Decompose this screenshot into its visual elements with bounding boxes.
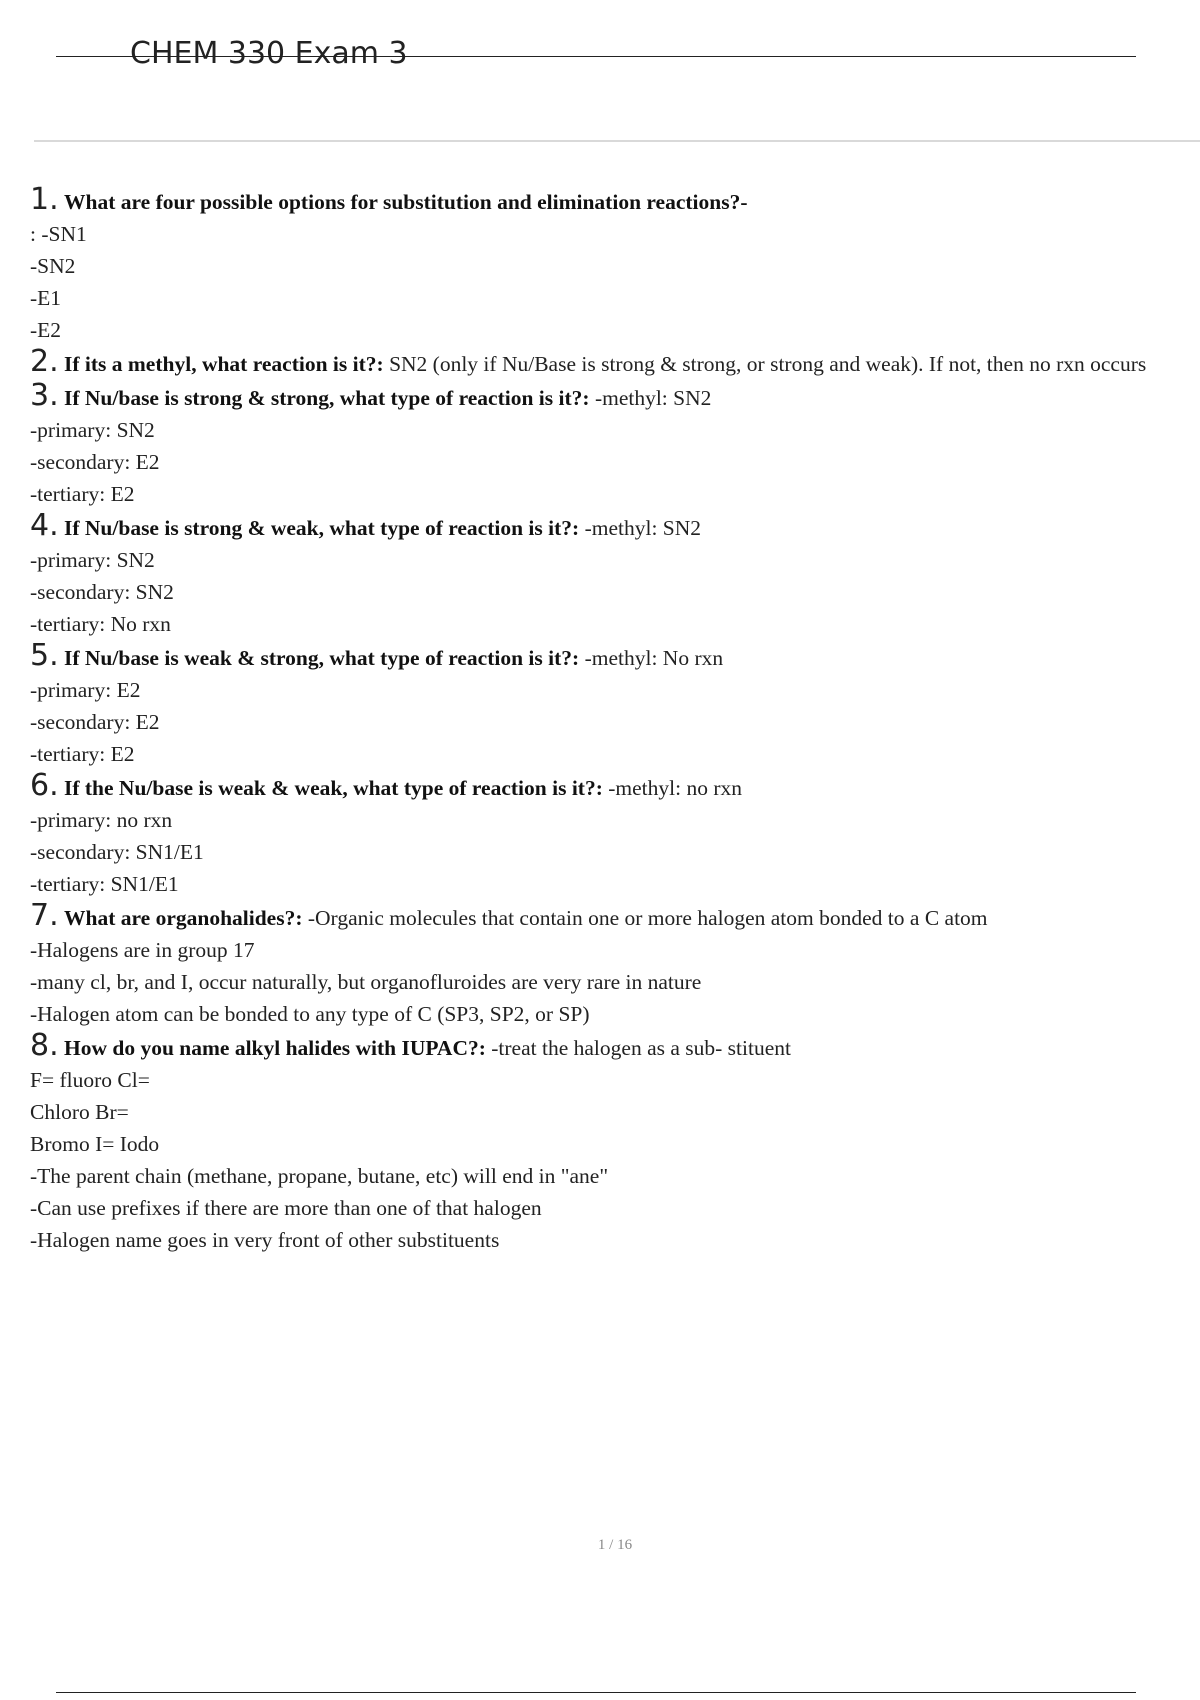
answer-inline: -methyl: No rxn xyxy=(579,646,724,670)
answer-inline: -Organic molecules that contain one or more halogen atom bonded to a C atom xyxy=(302,906,988,930)
answer-line: -E2 xyxy=(30,318,62,342)
question-line xyxy=(30,380,1180,414)
answer-inline: -treat the halogen as a sub- stituent xyxy=(485,1036,791,1060)
question-item xyxy=(30,640,1180,770)
question-line xyxy=(30,1030,1180,1064)
answer-line: -tertiary: E2 xyxy=(30,482,135,506)
question-item xyxy=(30,346,1180,380)
question-item xyxy=(30,1030,1180,1256)
document-title: CHEM 330 Exam 3 xyxy=(130,36,408,71)
question-number: 8. xyxy=(30,1028,59,1063)
answer-line: -secondary: E2 xyxy=(30,710,160,734)
question-line xyxy=(30,770,1180,804)
answer-line: -Halogen atom can be bonded to any type of C (SP3, SP2, or SP) xyxy=(30,1002,590,1026)
answer-line: -primary: SN2 xyxy=(30,548,155,572)
question-text: If Nu/base is strong & strong, what type of reaction is it?: xyxy=(64,386,590,410)
question-line xyxy=(30,346,1180,380)
question-number: 5. xyxy=(30,638,59,673)
question-number: 4. xyxy=(30,508,59,543)
answer-line: -E1 xyxy=(30,286,62,310)
answer-line: -secondary: SN1/E1 xyxy=(30,840,204,864)
question-number: 7. xyxy=(30,898,59,933)
answer-line: -Halogen name goes in very front of other substituents xyxy=(30,1228,500,1252)
question-item xyxy=(30,184,1180,346)
answer-line: F= fluoro Cl= xyxy=(30,1068,150,1092)
answer-line: -tertiary: SN1/E1 xyxy=(30,872,179,896)
question-number: 1. xyxy=(30,182,59,217)
answer-inline: -methyl: SN2 xyxy=(589,386,712,410)
answer-line: Chloro Br= xyxy=(30,1100,129,1124)
answer-inline: -methyl: SN2 xyxy=(579,516,702,540)
question-text: What are four possible options for substitution and elimination reactions?- xyxy=(64,190,748,214)
question-line xyxy=(30,510,1180,544)
question-item xyxy=(30,380,1180,510)
question-number: 3. xyxy=(30,378,59,413)
header-separator xyxy=(34,140,1200,142)
question-line xyxy=(30,900,1180,934)
question-text: How do you name alkyl halides with IUPAC?: xyxy=(64,1036,486,1060)
question-item xyxy=(30,900,1180,1030)
answer-line: Bromo I= Iodo xyxy=(30,1132,160,1156)
answer-line: -Halogens are in group 17 xyxy=(30,938,255,962)
footer-rule xyxy=(56,1692,1136,1693)
question-text: If the Nu/base is weak & weak, what type of reaction is it?: xyxy=(64,776,603,800)
question-line xyxy=(30,640,1180,674)
question-item xyxy=(30,510,1180,640)
answer-line: -tertiary: E2 xyxy=(30,742,135,766)
answer-line: : -SN1 xyxy=(30,222,87,246)
question-number: 6. xyxy=(30,768,59,803)
question-text: If Nu/base is weak & strong, what type of reaction is it?: xyxy=(64,646,580,670)
answer-line: -tertiary: No rxn xyxy=(30,612,171,636)
answer-inline: -methyl: no rxn xyxy=(602,776,743,800)
answer-inline: SN2 (only if Nu/Base is strong & strong, or strong and weak). If not, then no rxn occurs xyxy=(383,352,1147,376)
answer-line: -SN2 xyxy=(30,254,76,278)
answer-line: -secondary: E2 xyxy=(30,450,160,474)
answer-line: -The parent chain (methane, propane, butane, etc) will end in "ane" xyxy=(30,1164,609,1188)
answer-line: -many cl, br, and I, occur naturally, but organofluroides are very rare in nature xyxy=(30,970,702,994)
question-line xyxy=(30,184,1180,218)
question-text: What are organohalides?: xyxy=(64,906,303,930)
answer-line: -secondary: SN2 xyxy=(30,580,174,604)
question-number: 2. xyxy=(30,344,59,379)
answer-line: -primary: E2 xyxy=(30,678,141,702)
answer-line: -Can use prefixes if there are more than one of that halogen xyxy=(30,1196,542,1220)
answer-line: -primary: SN2 xyxy=(30,418,155,442)
answer-line: -primary: no rxn xyxy=(30,808,173,832)
flashcard-list xyxy=(30,184,1180,1256)
question-text: If Nu/base is strong & weak, what type of reaction is it?: xyxy=(64,516,580,540)
question-item xyxy=(30,770,1180,900)
question-text: If its a methyl, what reaction is it?: xyxy=(64,352,384,376)
page-indicator: 1 / 16 xyxy=(597,1537,633,1553)
